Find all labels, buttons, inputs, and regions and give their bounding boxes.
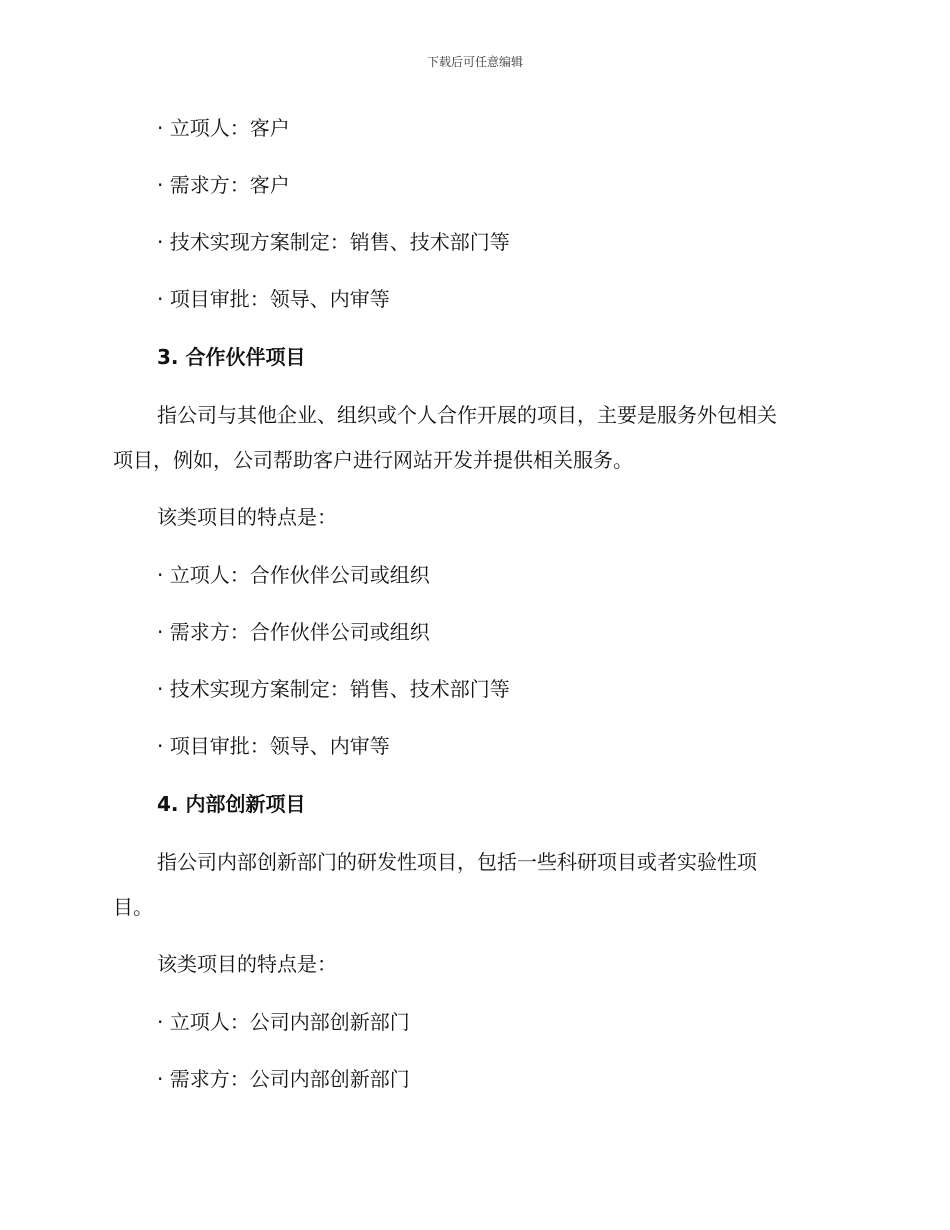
- list-item: · 项目审批：领导、内审等: [157, 734, 390, 758]
- paragraph-line: 项目，例如，公司帮助客户进行网站开发并提供相关服务。: [113, 448, 633, 472]
- list-item: · 项目审批：领导、内审等: [157, 287, 390, 311]
- list-item: · 立项人：公司内部创新部门: [157, 1010, 410, 1034]
- page-header: 下载后可任意编辑: [426, 55, 523, 69]
- paragraph-line: 目。: [113, 895, 153, 919]
- paragraph-line: 指公司内部创新部门的研发性项目，包括一些科研项目或者实验性项: [157, 850, 757, 874]
- features-intro: 该类项目的特点是：: [157, 952, 337, 976]
- features-intro: 该类项目的特点是：: [157, 505, 337, 529]
- list-item: · 需求方：客户: [157, 173, 290, 197]
- list-item: · 需求方：合作伙伴公司或组织: [157, 620, 430, 644]
- list-item: · 立项人：合作伙伴公司或组织: [157, 563, 430, 587]
- list-item: · 需求方：公司内部创新部门: [157, 1067, 410, 1091]
- section-heading: 3. 合作伙伴项目: [157, 345, 306, 369]
- list-item: · 技术实现方案制定：销售、技术部门等: [157, 677, 510, 701]
- section-heading: 4. 内部创新项目: [157, 792, 306, 816]
- paragraph-line: 指公司与其他企业、组织或个人合作开展的项目，主要是服务外包相关: [157, 403, 777, 427]
- list-item: · 技术实现方案制定：销售、技术部门等: [157, 230, 510, 254]
- list-item: · 立项人：客户: [157, 116, 290, 140]
